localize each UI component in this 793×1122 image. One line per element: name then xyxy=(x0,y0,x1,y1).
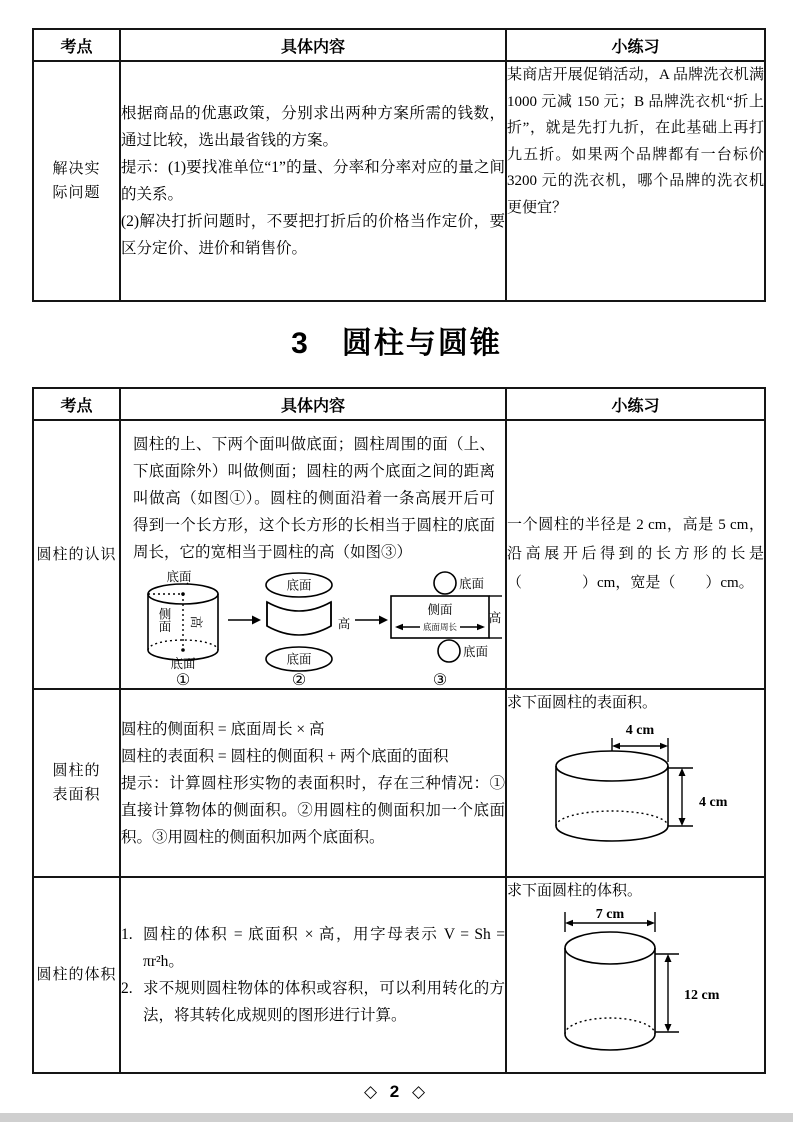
exercise-text: 一个圆柱的半径是 2 cm，高是 5 cm，沿高展开后得到的长方形的长是（ ）cm，宽是（ ）cm。 xyxy=(507,517,764,591)
diameter-dimension-label: 7 cm xyxy=(595,907,625,922)
figure2-top-face-label: 底面 xyxy=(286,578,312,593)
content-paragraph: 圆柱的上、下两个面叫做底面；圆柱周围的面（上、下底面除外）叫做侧面；圆柱的两个底面之间的距离叫做高（如图①）。圆柱的侧面沿着一条高展开后可得到一个长方形，这个长方形的长相当于圆柱的底面周长，它的宽相当于圆柱的高（如图③） xyxy=(133,436,495,561)
arrow-right-icon xyxy=(379,616,388,625)
radius-dimension-label: 4 cm xyxy=(625,723,655,738)
topic-solving-problems xyxy=(33,61,120,301)
figure1-top-face-label: 底面 xyxy=(166,570,192,584)
exercise-text: 某商店开展促销活动，A 品牌洗衣机满 1000 元减 150 元；B 品牌洗衣机“折上折”，就是先打九折，在此基础上再打九五折。如果两个品牌都有一台标价 3200 元的洗衣机，哪个品牌的洗衣机更便宜？ xyxy=(507,67,764,216)
table-row xyxy=(33,420,765,689)
table-row xyxy=(33,689,765,877)
topic-cylinder-surface-area xyxy=(33,689,120,877)
table2-header-topic: 考点 xyxy=(33,388,120,420)
figure2-number: ② xyxy=(291,672,307,688)
page-title: 3 圆柱与圆锥 xyxy=(291,327,502,360)
table1-header-topic: 考点 xyxy=(33,29,120,61)
exercise-volume xyxy=(506,877,765,1073)
table2-header-content: 具体内容 xyxy=(120,388,506,420)
height-dimension-label: 4 cm xyxy=(699,795,728,810)
exercise-unfolded-rectangle xyxy=(506,420,765,689)
table-row xyxy=(33,877,765,1073)
figure1-side-face-label: 侧面 xyxy=(157,607,171,633)
arrow-right-icon xyxy=(252,616,261,625)
table2-header-exercise: 小练习 xyxy=(506,388,765,420)
exercise-title: 求下面圆柱的表面积。 xyxy=(507,695,658,711)
cylinder-unfold-diagram xyxy=(133,570,505,688)
topic-text: 圆柱的 xyxy=(52,763,101,779)
topic-cylinder-recognition xyxy=(33,420,120,689)
content-paragraph: 提示：计算圆柱形实物的表面积时，存在三种情况：①直接计算物体的侧面积。②用圆柱的侧面积加一个底面积。③用圆柱的侧面积加两个底面积。 xyxy=(121,774,505,846)
topic-text: 表面积 xyxy=(52,787,101,803)
figure3-circumference-label: 底面周长 xyxy=(422,622,458,632)
page-number: ◇ 2 ◇ xyxy=(363,1082,430,1101)
content-cylinder-recognition xyxy=(120,420,506,689)
table-solving-problems xyxy=(32,28,766,302)
figure1-bottom-face-label: 底面 xyxy=(170,657,196,671)
exercise-washing-machine xyxy=(506,61,765,301)
content-cylinder-volume xyxy=(120,877,506,1073)
figure3-lateral-face-label: 侧面 xyxy=(427,603,453,617)
figure1-number: ① xyxy=(175,672,191,688)
topic-text: 解决实 xyxy=(52,161,101,177)
formula-lateral-area: 圆柱的侧面积 = 底面周长 × 高 xyxy=(121,720,325,738)
cylinder-4cm-diagram xyxy=(507,716,742,848)
table1-header-exercise: 小练习 xyxy=(506,29,765,61)
page-bottom-scan-edge xyxy=(0,1113,793,1122)
topic-text: 际问题 xyxy=(52,185,101,201)
cylinder-7cm-diagram xyxy=(507,904,742,1056)
content-paragraph: (2)解决打折问题时，不要把打折后的价格当作定价，要区分定价、进价和销售价。 xyxy=(121,213,505,257)
figure2-bottom-face-label: 底面 xyxy=(286,652,312,667)
list-item xyxy=(121,975,505,1029)
list-number: 1. xyxy=(121,926,133,943)
list-number: 2. xyxy=(121,980,133,997)
exercise-title: 求下面圆柱的体积。 xyxy=(507,883,643,899)
table-cylinder-cone xyxy=(32,387,766,1074)
exercise-surface-area xyxy=(506,689,765,877)
figure3-height-label: 高 xyxy=(488,611,502,625)
figure1-height-label: 高 xyxy=(189,615,203,629)
formula-surface-area: 圆柱的表面积 = 圆柱的侧面积 + 两个底面的面积 xyxy=(121,747,449,765)
topic-cylinder-volume xyxy=(33,877,120,1073)
content-paragraph: 根据商品的优惠政策，分别求出两种方案所需的钱数，通过比较，选出最省钱的方案。 xyxy=(121,105,505,149)
cylinder-unfold-figures xyxy=(133,570,502,688)
topic-text: 圆柱的认识 xyxy=(36,546,117,563)
content-paragraph: 提示：(1)要找准单位“1”的量、分率和分率对应的量之间的关系。 xyxy=(121,159,505,203)
figure3-top-face-label: 底面 xyxy=(459,577,485,591)
figure2-height-label: 高 xyxy=(337,617,351,631)
list-text: 圆柱的体积 = 底面积 × 高，用字母表示 V = Sh = πr²h。 xyxy=(143,926,505,970)
content-solving-problems xyxy=(120,61,506,301)
content-cylinder-surface-area xyxy=(120,689,506,877)
table1-header-row xyxy=(33,29,765,61)
table2-header-row xyxy=(33,388,765,420)
height-dimension-label: 12 cm xyxy=(684,988,720,1003)
topic-text: 圆柱的体积 xyxy=(36,967,117,983)
list-text: 求不规则圆柱物体的体积或容积，可以利用转化的方法，将其转化成规则的图形进行计算。 xyxy=(143,980,505,1024)
figure3-bottom-face-label: 底面 xyxy=(463,645,489,659)
table-row xyxy=(33,61,765,301)
table1-header-content: 具体内容 xyxy=(120,29,506,61)
figure3-number: ③ xyxy=(432,672,448,688)
list-item xyxy=(121,921,505,975)
numbered-list xyxy=(121,921,505,1029)
